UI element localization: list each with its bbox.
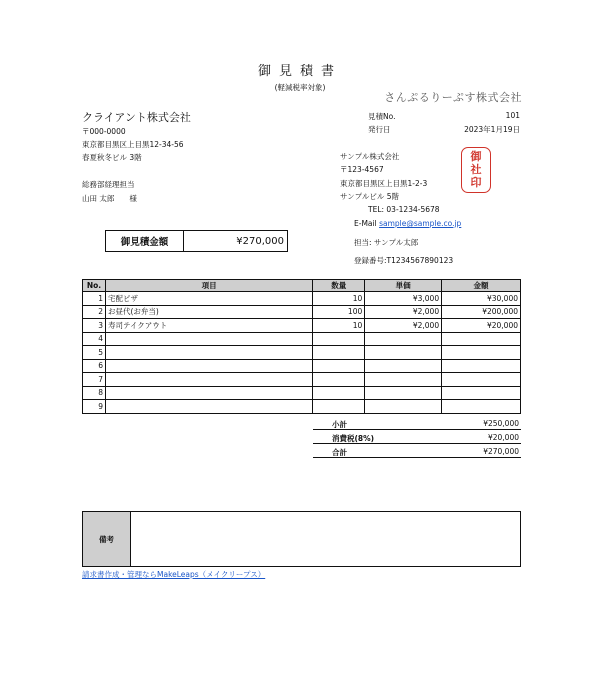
row-no: 3 (83, 319, 106, 333)
document-title: 御見積書 (257, 64, 342, 79)
row-item: 宅配ピザ (105, 292, 312, 306)
row-amount (442, 400, 521, 414)
row-unit-price (365, 386, 442, 400)
table-row (83, 332, 521, 346)
sender-email-row (354, 219, 461, 228)
table-row (83, 373, 521, 387)
estimate-total-label: 御見積金額 (106, 231, 184, 251)
tax-value: ¥20,000 (487, 433, 519, 442)
tax-label: 消費税(8%) (332, 434, 375, 443)
items-table (82, 279, 521, 414)
sender-postal: 〒123-4567 (340, 165, 384, 174)
header-qty: 数量 (313, 280, 365, 292)
sender-address1: 東京都目黒区上目黒1-2-3 (340, 179, 428, 188)
row-qty (313, 386, 365, 400)
row-no: 7 (83, 373, 106, 387)
row-item: お昼代(お弁当) (105, 305, 312, 319)
grand-total-label: 合計 (332, 448, 347, 457)
client-address2: 春夏秋冬ビル 3階 (82, 153, 142, 162)
notes-label: 備考 (83, 512, 131, 566)
row-amount (442, 359, 521, 373)
row-unit-price (365, 332, 442, 346)
header-no: No. (83, 280, 106, 292)
row-amount: ¥20,000 (442, 319, 521, 333)
tax-row (313, 430, 521, 444)
subtotal-row (313, 416, 521, 430)
row-no: 6 (83, 359, 106, 373)
header-unit-price: 単価 (365, 280, 442, 292)
issue-date: 2023年1月19日 (464, 125, 520, 134)
header-item: 項目 (105, 280, 312, 292)
header-amount: 金額 (442, 280, 521, 292)
row-item (105, 373, 312, 387)
table-row (83, 400, 521, 414)
notes-body (131, 512, 520, 566)
row-amount: ¥30,000 (442, 292, 521, 306)
client-postal: 〒000-0000 (82, 127, 126, 136)
client-name: クライアント株式会社 (82, 111, 191, 124)
row-item (105, 346, 312, 360)
estimate-no-label: 見積No. (368, 112, 396, 121)
table-row (83, 386, 521, 400)
company-logo: さんぷるりーぷす株式会社 (384, 91, 522, 104)
makeleaps-link[interactable]: 請求書作成・管理ならMakeLeaps（メイクリープス） (82, 570, 266, 579)
row-unit-price (365, 400, 442, 414)
table-row (83, 359, 521, 373)
table-row (83, 305, 521, 319)
row-amount (442, 346, 521, 360)
sender-email-label: E-Mail (354, 219, 377, 228)
sender-registration: 登録番号:T1234567890123 (354, 256, 454, 265)
row-no: 4 (83, 332, 106, 346)
row-amount (442, 332, 521, 346)
table-row (83, 292, 521, 306)
row-qty: 100 (313, 305, 365, 319)
row-unit-price (365, 346, 442, 360)
subtotal-label: 小計 (332, 420, 347, 429)
estimate-no: 101 (505, 111, 520, 120)
row-no: 5 (83, 346, 106, 360)
row-no: 8 (83, 386, 106, 400)
table-row (83, 319, 521, 333)
row-qty (313, 373, 365, 387)
row-unit-price: ¥2,000 (365, 319, 442, 333)
row-item (105, 359, 312, 373)
client-contact: 山田 太郎 様 (82, 194, 137, 203)
row-qty (313, 332, 365, 346)
row-qty (313, 400, 365, 414)
row-no: 1 (83, 292, 106, 306)
row-qty (313, 359, 365, 373)
sender-company: サンプル株式会社 (340, 152, 400, 161)
notes-box (82, 511, 521, 567)
row-amount: ¥200,000 (442, 305, 521, 319)
row-item (105, 332, 312, 346)
sender-tel: TEL: 03-1234-5678 (368, 205, 440, 214)
grand-total-row (313, 444, 521, 458)
row-item (105, 400, 312, 414)
seal-char: 社 (470, 163, 482, 176)
row-unit-price: ¥3,000 (365, 292, 442, 306)
sender-address2: サンプルビル 5階 (340, 192, 399, 201)
row-item: 寿司テイクアウト (105, 319, 312, 333)
row-unit-price (365, 373, 442, 387)
subtotal-value: ¥250,000 (483, 419, 519, 428)
issue-date-label: 発行日 (368, 125, 391, 134)
client-department: 総務部経理担当 (82, 180, 135, 189)
grand-total-value: ¥270,000 (483, 447, 519, 456)
row-qty (313, 346, 365, 360)
sender-person: 担当: サンプル太郎 (354, 238, 419, 247)
document-subtitle: (軽減税率対象) (274, 83, 326, 92)
row-item (105, 386, 312, 400)
sender-email-link[interactable]: sample@sample.co.jp (379, 219, 462, 228)
seal-char: 御 (470, 150, 482, 163)
row-unit-price: ¥2,000 (365, 305, 442, 319)
row-amount (442, 373, 521, 387)
estimate-total-value: ¥270,000 (236, 235, 284, 247)
company-seal-stamp (461, 147, 491, 193)
table-header-row (83, 280, 521, 292)
row-unit-price (365, 359, 442, 373)
client-address1: 東京都目黒区上目黒12-34-56 (82, 140, 184, 149)
row-no: 2 (83, 305, 106, 319)
row-amount (442, 386, 521, 400)
seal-char: 印 (470, 176, 482, 189)
row-no: 9 (83, 400, 106, 414)
estimate-total-box (105, 230, 288, 252)
table-row (83, 346, 521, 360)
row-qty: 10 (313, 319, 365, 333)
row-qty: 10 (313, 292, 365, 306)
